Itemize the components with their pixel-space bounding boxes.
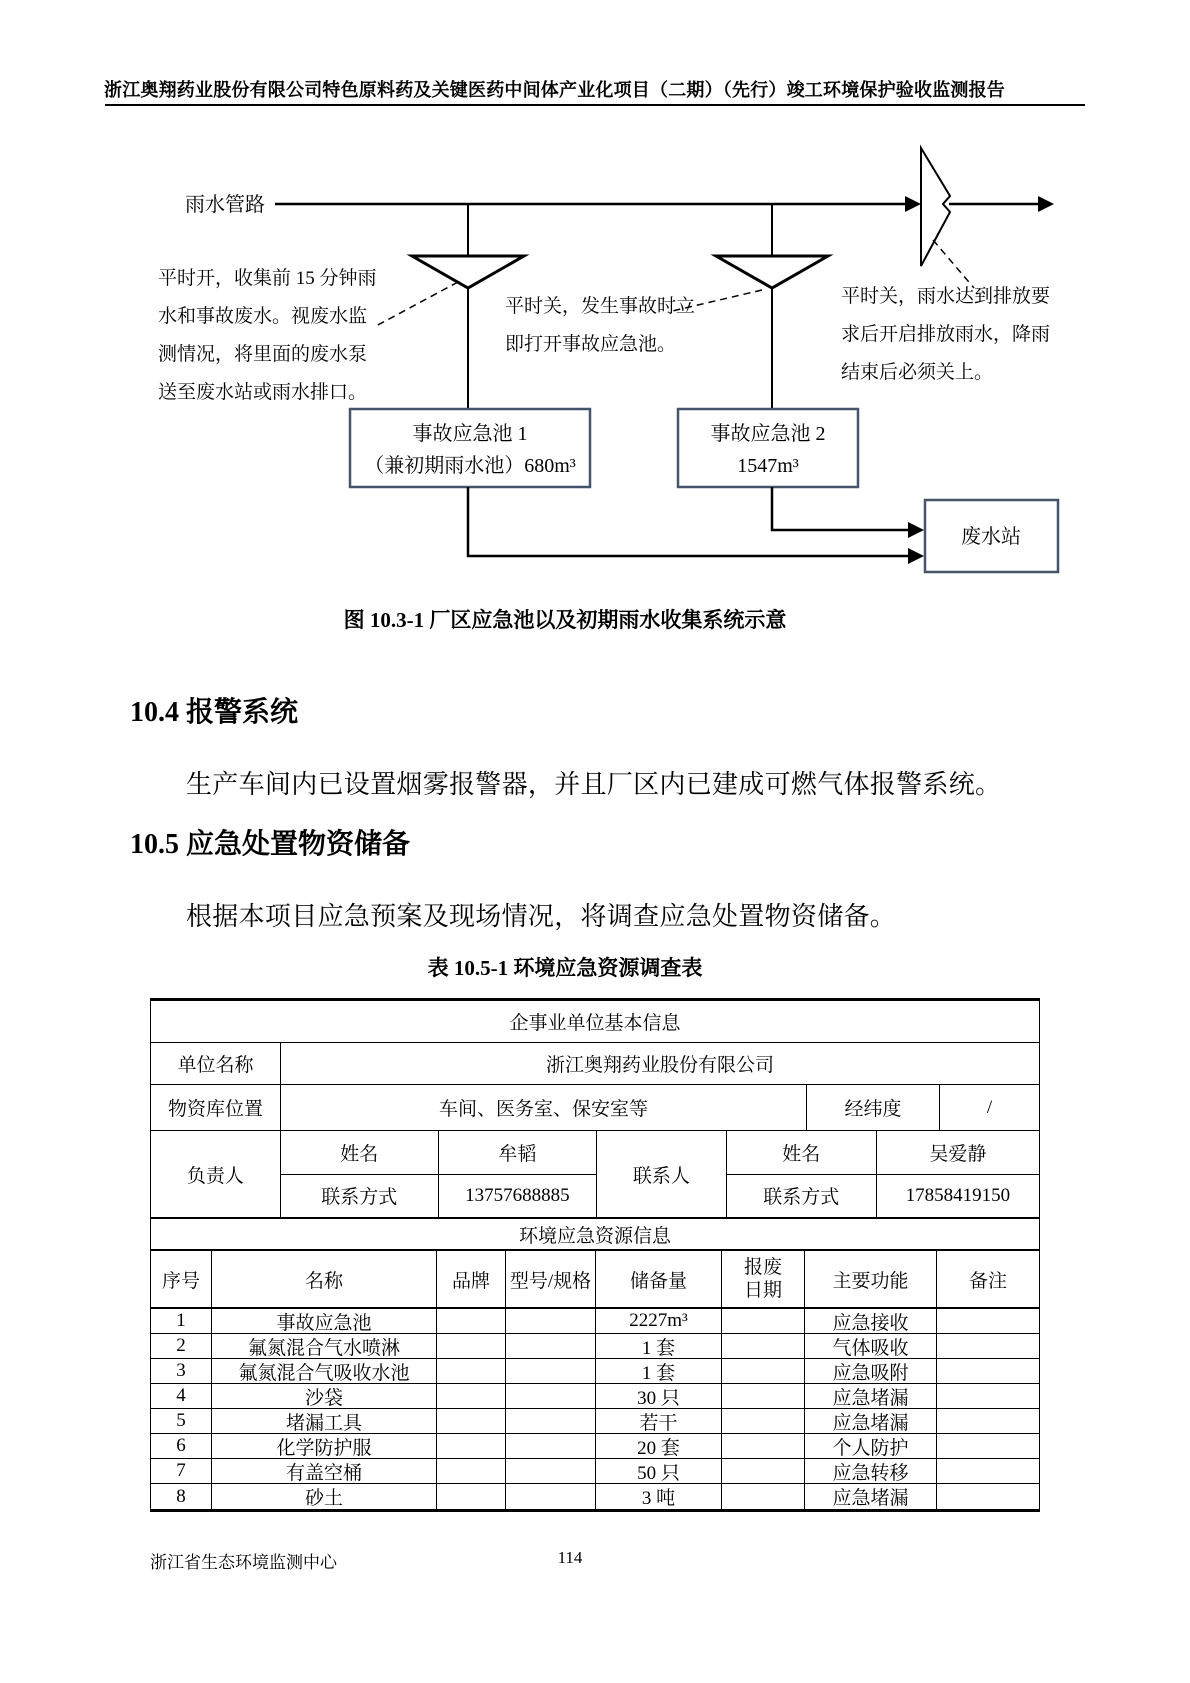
contact-phone-label: 联系方式 <box>727 1175 877 1218</box>
section-10-4-heading: 10.4 报警系统 <box>130 697 299 728</box>
table-row-contacts <box>151 1131 1039 1219</box>
note-line: 求后开启排放雨水，降雨 <box>841 324 1051 345</box>
col-header-no: 序号 <box>151 1251 212 1307</box>
contact-subtable <box>727 1131 1039 1217</box>
figure-note-middle <box>505 288 730 364</box>
row-function: 应急堵漏 <box>805 1484 937 1509</box>
row-function: 应急吸附 <box>805 1359 937 1383</box>
table-row <box>151 1384 1039 1409</box>
wastewater-station-label: 废水站 <box>961 526 1021 548</box>
col-header-scrap-line: 日期 <box>743 1280 782 1301</box>
row-note <box>937 1359 1039 1383</box>
section-10-4-paragraph: 生产车间内已设置烟雾报警器，并且厂区内已建成可燃气体报警系统。 <box>186 770 1002 799</box>
row-function: 应急堵漏 <box>805 1409 937 1433</box>
leader-subtable <box>281 1131 597 1217</box>
storage-location-label: 物资库位置 <box>151 1085 281 1130</box>
pool2-volume: 1547m³ <box>737 455 799 477</box>
pipeline-arrowhead-icon <box>905 196 921 212</box>
row-no: 3 <box>151 1359 212 1383</box>
row-model <box>506 1459 596 1483</box>
row-scrap <box>722 1484 805 1509</box>
table-row <box>281 1175 596 1218</box>
row-note <box>937 1309 1039 1333</box>
row-note <box>937 1484 1039 1509</box>
pipe-label: 雨水管路 <box>185 194 265 216</box>
outlet-arrowhead-icon <box>1038 196 1054 212</box>
table-row <box>151 1434 1039 1459</box>
pool1-arrowhead-icon <box>908 548 924 564</box>
row-scrap <box>722 1434 805 1458</box>
discharge-valve-icon <box>921 148 950 266</box>
row-model <box>506 1409 596 1433</box>
row-qty: 20 套 <box>596 1434 722 1458</box>
row-name: 氟氮混合气水喷淋 <box>212 1334 437 1358</box>
col-header-scrap-date <box>722 1251 805 1307</box>
row-brand <box>437 1409 506 1433</box>
row-brand <box>437 1359 506 1383</box>
figure-note-left <box>158 260 413 412</box>
row-function: 应急接收 <box>805 1309 937 1333</box>
row-no: 2 <box>151 1334 212 1358</box>
row-name: 沙袋 <box>212 1384 437 1408</box>
row-name: 有盖空桶 <box>212 1459 437 1483</box>
row-no: 4 <box>151 1384 212 1408</box>
leader-name-value: 牟韬 <box>498 1143 537 1165</box>
note-line: 结束后必须关上。 <box>841 362 994 383</box>
row-function: 应急转移 <box>805 1459 937 1483</box>
col-header-function: 主要功能 <box>805 1251 937 1307</box>
table-row <box>151 1309 1039 1334</box>
row-model <box>506 1309 596 1333</box>
row-note <box>937 1434 1039 1458</box>
row-name: 氟氮混合气吸收水池 <box>212 1359 437 1383</box>
note-line: 测情况，将里面的废水泵 <box>158 344 368 365</box>
row-name: 事故应急池 <box>212 1309 437 1333</box>
storage-location-value: 车间、医务室、保安室等 <box>281 1085 807 1130</box>
unit-name-label: 单位名称 <box>151 1043 281 1084</box>
emergency-resource-table <box>150 998 1040 1512</box>
row-note <box>937 1459 1039 1483</box>
row-note <box>937 1409 1039 1433</box>
note-line: 水和事故废水。视废水监 <box>158 306 368 327</box>
note-line: 即打开事故应急池。 <box>505 334 677 355</box>
col-header-qty: 储备量 <box>596 1251 722 1307</box>
col-header-scrap-line: 报废 <box>743 1257 782 1278</box>
table-row <box>151 1359 1039 1384</box>
row-note <box>937 1334 1039 1358</box>
row-scrap <box>722 1409 805 1433</box>
row-function: 应急堵漏 <box>805 1384 937 1408</box>
row-no: 8 <box>151 1484 212 1509</box>
note-line: 平时开，收集前 15 分钟雨 <box>158 268 377 289</box>
pool1-volume: （兼初期雨水池）680m³ <box>364 455 576 477</box>
row-name: 堵漏工具 <box>212 1409 437 1433</box>
coordinates-value: / <box>986 1096 993 1118</box>
row-scrap <box>722 1309 805 1333</box>
col-header-brand: 品牌 <box>437 1251 506 1307</box>
row-note <box>937 1384 1039 1408</box>
note-line: 送至废水站或雨水排口。 <box>158 382 368 403</box>
valve2-icon <box>716 256 828 288</box>
pool2-title: 事故应急池 2 <box>710 423 826 445</box>
leader-label: 负责人 <box>151 1131 281 1217</box>
leader-name-label: 姓名 <box>281 1131 439 1174</box>
row-function: 个人防护 <box>805 1434 937 1458</box>
pool1-title: 事故应急池 1 <box>412 423 528 445</box>
valve1-icon <box>412 256 524 288</box>
figure-note-right <box>841 278 1073 392</box>
footer-page-number: 114 <box>557 1548 583 1567</box>
row-qty: 50 只 <box>596 1459 722 1483</box>
row-brand <box>437 1484 506 1509</box>
row-qty: 若干 <box>596 1409 722 1433</box>
table-row <box>727 1131 1039 1175</box>
table-row <box>151 1334 1039 1359</box>
emergency-pool-diagram <box>140 130 1070 602</box>
row-model <box>506 1484 596 1509</box>
row-brand <box>437 1309 506 1333</box>
table-header-row <box>151 1251 1039 1309</box>
row-qty: 3 吨 <box>596 1484 722 1509</box>
row-model <box>506 1434 596 1458</box>
row-model <box>506 1359 596 1383</box>
table-caption: 表 10.5-1 环境应急资源调查表 <box>427 956 703 980</box>
row-qty: 1 套 <box>596 1334 722 1358</box>
table-row <box>151 1484 1039 1509</box>
coordinates-label: 经纬度 <box>807 1085 940 1130</box>
row-function: 气体吸收 <box>805 1334 937 1358</box>
leader-phone-label: 联系方式 <box>281 1175 439 1218</box>
row-qty: 1 套 <box>596 1359 722 1383</box>
row-model <box>506 1384 596 1408</box>
row-brand <box>437 1434 506 1458</box>
resource-info-title: 环境应急资源信息 <box>518 1225 671 1247</box>
row-name: 砂土 <box>212 1484 437 1509</box>
row-scrap <box>722 1459 805 1483</box>
contact-label: 联系人 <box>597 1131 727 1217</box>
pool2-to-station-line <box>772 487 908 530</box>
note-line: 平时关，发生事故时立 <box>505 296 696 317</box>
table-row <box>151 1043 1039 1085</box>
row-no: 6 <box>151 1434 212 1458</box>
row-scrap <box>722 1359 805 1383</box>
row-name: 化学防护服 <box>212 1434 437 1458</box>
figure-caption: 图 10.3-1 厂区应急池以及初期雨水收集系统示意 <box>343 608 787 632</box>
row-model <box>506 1334 596 1358</box>
row-qty: 30 只 <box>596 1384 722 1408</box>
table-section-basic-info <box>151 1001 1039 1043</box>
row-brand <box>437 1459 506 1483</box>
contact-phone-value: 17858419150 <box>905 1184 1011 1206</box>
table-row <box>151 1459 1039 1484</box>
table-row <box>151 1085 1039 1131</box>
pool1-to-station-line <box>468 487 908 556</box>
row-no: 5 <box>151 1409 212 1433</box>
col-header-model: 型号/规格 <box>506 1251 596 1307</box>
pool2-arrowhead-icon <box>908 522 924 538</box>
footer-organization: 浙江省生态环境监测中心 <box>150 1553 337 1572</box>
table-row <box>727 1175 1039 1218</box>
table-row <box>151 1409 1039 1434</box>
table-section-resource-info <box>151 1219 1039 1251</box>
row-brand <box>437 1384 506 1408</box>
col-header-note: 备注 <box>968 1270 1007 1292</box>
section-10-5-paragraph: 根据本项目应急预案及现场情况，将调查应急处置物资储备。 <box>186 902 897 931</box>
row-brand <box>437 1334 506 1358</box>
note-line: 平时关，雨水达到排放要 <box>841 286 1051 307</box>
section-10-5-heading: 10.5 应急处置物资储备 <box>130 829 411 860</box>
leader-phone-value: 13757688885 <box>465 1184 570 1206</box>
row-qty: 2227m³ <box>596 1309 722 1333</box>
row-scrap <box>722 1384 805 1408</box>
col-header-name: 名称 <box>212 1251 437 1307</box>
unit-name-value: 浙江奥翔药业股份有限公司 <box>545 1055 774 1076</box>
page-header-title: 浙江奥翔药业股份有限公司特色原料药及关键医药中间体产业化项目（二期）（先行）竣工环境保护验收监测报告 <box>104 80 1005 100</box>
contact-name-value: 吴爱静 <box>929 1143 987 1165</box>
row-no: 7 <box>151 1459 212 1483</box>
header-rule <box>105 104 1085 106</box>
row-no: 1 <box>151 1309 212 1333</box>
table-row <box>281 1131 596 1175</box>
basic-info-title: 企事业单位基本信息 <box>509 1013 681 1034</box>
contact-name-label: 姓名 <box>727 1131 877 1174</box>
row-scrap <box>722 1334 805 1358</box>
